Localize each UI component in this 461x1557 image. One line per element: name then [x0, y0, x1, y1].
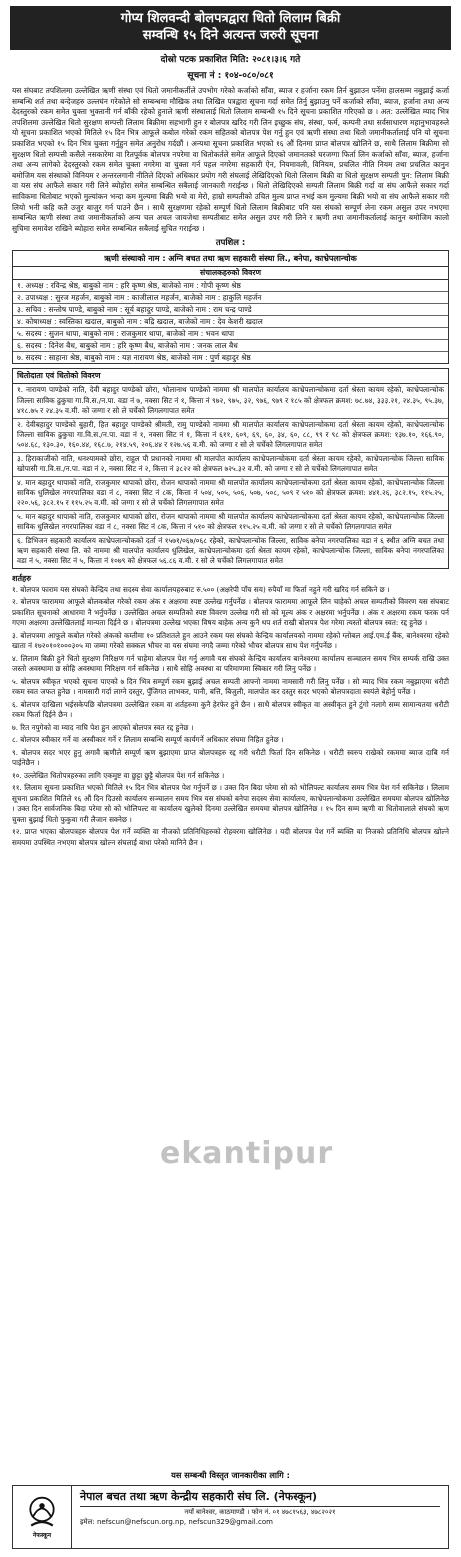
collateral-item: १. नारायण पाण्डेको नाति, देवी बहादुर पाण्डेको छोरा, भोलानाथ पाण्डेको नाममा श्री मालपोत कार्यालय काभ्रेपलान्चोकमा दर्ता श्रेस्ता कायम रहेको, काभ्रेपलान्चोक जिल्ला साविक ढुकुचा गा.वि.स./न.पा. वडा नं ७, नक्सा सिट नं १, कित्ता नं ९७२, ९७५, ३२, ९७६, ९७९ र १८५ को क्षेत्रफल क्रमश: ७८.७४, ३३३.२१, २४.३५, ९५.३७, ४१८.७५ र २४.३५ व.मी. को जग्गा र सो ले चर्चेको लिगलगापात समेत — [13, 384, 448, 418]
org-email[interactable]: इमेल: nefscun@nefscun.org.np, nefscun329@gmail.com — [80, 1518, 273, 1526]
notice-number: सूचना नं : १०४-०८०/०८१ — [187, 71, 274, 81]
term-item: ८. बोलपत्र स्वीकार गर्ने वा अस्वीकार गर्ने र लिलाम सम्बन्धि सम्पूर्ण कार्यगर्ने अधिकार संघमा निहित हुनेछ । — [12, 735, 284, 745]
collateral-box — [12, 368, 449, 569]
publish-date: दोस्रो पटक प्रकाशित मिति: २०८१।३।६ गते — [160, 55, 301, 65]
intro-paragraph: यस संघबाट तपशिलमा उल्लेखित ऋणी संस्था एवं धितो जमानीकर्तीले उपभोग गरेको कर्जाको साँवा, ब्याज र हर्जाना रकम तिर्न बुझाउन पर्नेमा हालसम्म नबुझाई कर्जा सम्बन्धि शर्त तथा बन्देजहरु उल्लघंन गरेकोले सो सम्बन्धमा मौखिक तथा लिखित पत्रद्वारा सूचना गर्दा समेत तिर्नु बुझाउनु पर्ने कर्जाको साँवा, ब्याज, हर्जाना तथा अन्य देदस्तुरको रकम समेत चुक्ता भुक्तानी गर्न बाँकी रहेको हुनाले ऋणी संस्थालाई धितो लिलाम सम्बन्धी १५ दिने सूचना प्रकाशित गरिएको छ । अत: उल्लेखित म्याद भित्र तपशिलमा उल्लेखित धितो सुरक्षण सम्पत्ती लिलाम बिक्रीमा सहभागी हुन र बोलपत्र खरिद गरी लिन इच्छुक संघ, संस्था, फर्म, कम्पनी तथा सर्वसाधारण महानुभावहरुले यो सूचना प्रकाशित भएको मितिले १५ दिन भित्र आफूले कबोल गरेको रकम सहितको बोलपत्र पेश गर्नु हुन एवं ऋणी संस्था तथा धितो जमानीकर्तालाई पनि यो सूचना प्रकाशित भएको १५ दिन भित्र चुक्ता गर्नुहुन समेत अनुरोध गर्दछौं । अन्यथा सूचना प्रकाशित भएको १६ औं दिनमा प्राप्त बोलपत्र खोलिने छ, साथै लिलाम बिक्रीमा सो सुरक्षण धितो सम्पत्ती कसैले नसकारेमा वा रितपूर्वक बोलपत्र नपरेमा वा धितोकर्तले समेत आफूले दिएको जमानतको घरजग्गा फिर्ता लिन कर्जाको साँवा, ब्याज, हर्जाना तथा अन्य लागेको देदस्तुरको रकम समेत चुक्ता नगरेमा वा चुक्ता गर्न पहल नगरेमा सहकारी ऐन, नियमावली, विनियम, प्रचलित नीति नियम तथा प्रचलित कानुन बमोजिम यस संस्थाको विनियम र अन्तरलगानी नीतिले दिएको अधिकार प्रयोग गरी संघलाई लेखिदिएको धितो लिलाम बिक्री वा धितो सुरक्षण सम्पती पुन: लिलाम बिक्री वा यस संघ आफैले सकार गरी लिने ब्योहोरा समेत सम्बन्धित सबैलाई जानकारी गराईन्छ । धितो लेखिदिएको सम्पती लिलाम बिक्री गर्दा वा संघ आफैले सकार गर्दा साविकमा धितोबाट भएको मुल्यांकन भन्दा कम मुल्यमा बिक्री भयो वा मेरो, हाम्रो सम्पतीको उचित मुल्य प्राप्त नभई कम मुल्यमा बिक्री भयो वा संघ आफैले सकार गरी लियो भनी कहि कतै उजुर बाजुर गर्न पाउने छैन । साथै सुरक्षणमा रहेको सम्पूर्ण धितो लिलाम बिक्रीबाट पनि यस संघको सम्पूर्ण लेना रकम असुल उपर नभएमा सम्बन्धित ऋणी संस्था तथा जमानीकर्ताको अन्य चल अचल जायजेथा सम्पतीबाट समेत असुल उपर गरी लिने र ऋणी तथा जमानीकर्तालाई कानुन बमोजिम कालो सुचिमा समावेश राखिने ब्योहारा समेत सम्बन्धित सबैलाई सुचित गराईन्छ । — [12, 86, 449, 233]
org-name: नेपाल बचत तथा ऋण केन्द्रीय सहकारी संघ लि. (नेफस्कून) — [80, 1489, 440, 1507]
notice-title-box — [10, 6, 451, 50]
term-item: ७. रित नपुगेको वा म्याद नाघि पेश हुन आएको बोलपत्र स्वत रद्द हुनेछ । — [12, 722, 194, 732]
footer-details — [72, 1486, 448, 1548]
org-address: नयाँ बानेश्वर, काठमाण्डौ । फोन नं. ०१ ४७८१५६३, ४७८२०२१ — [184, 1508, 336, 1516]
term-item: १. बोलपत्र फाराम यस संघको केन्द्रिय तथा सदस्य सेवा कार्यालयहरुबाट रु.५०० (अक्षरेपी पाँच सय) रुपैयाँ मा फिर्ता नहुने गरी खरिद गर्न सकिने छ । — [12, 584, 390, 594]
officials-title: संचालकहरुको विवरण — [13, 267, 448, 280]
logo-text: नेफस्कून — [32, 1532, 52, 1539]
notice-title-line2: सम्वन्धि १५ दिने अत्यन्त जरुरी सूचना — [142, 28, 319, 43]
term-item: २. बोलपत्र फाराममा आफूले बोलकबोल गरेको रकम अंक र अक्षरमा स्पष्ट उल्लेख गर्नुपर्नेछ । बोलपत्र फाराममा आफूले लिन चाहेको अचल सम्पतीको विवरण यस संघबाट प्रकाशित सूचनाको आधारमा नै भर्नुपर्नेछ । उल्लेखित अचल सम्पतिको स्पष्ट विवरण उल्लेख गरी सो को मूल्य अंक र अक्षरमा भर्नुपर्नेछ । अंक र अक्षरमा रकम फरक पर्न गएमा अक्षरमा उल्लेखितलाई मान्यता दिईने छ । बोलपत्रमा उल्लेख भएका विषय बाहेक अन्य कुनै थप शर्त राखी बोलपत्र पेश गरेमा त्यस्तो बोलपत्र स्वत: रद्द हुनेछ । — [12, 597, 449, 628]
term-item: ३. बोलपत्रमा आफूले कबोल गरेको अंकको कम्तीमा १० प्रतिशतले हुन आउने रकम यस संघको केन्द्रिय कार्यालयको नाममा रहेको ग्लोबल आई.एम.ई बैंक, बानेश्वरमा रहेको खाता नं १७२०१०१०००३०५ मा जम्मा गरेको सक्कल भौचर वा यस संघमा नगदै जम्मा गरेको भौचर बोलपत्र साथ पेश गर्नुपर्नेछ । — [12, 630, 449, 651]
term-item: ४. लिलाम बिक्री हुने धितो सुरक्षण निरिक्षण गर्न चाहेमा बोलपत्र पेश गर्नु अगावै यस संघको केन्द्रिय कार्यालय बानेश्वरमा कार्यालय सञ्चालन समय भित्र सम्पर्क राखि उक्त जस्तो अवस्थामा छ सोहि अवस्थामा निरिक्षण गर्न सकिनेछ । साथै सोहि अवस्था वा परिमाणमा स्विकार गरी लिनु पर्नेछ । — [12, 653, 449, 674]
collateral-item: ६. डिभिजन सहकारी कार्यालय काभ्रेपलान्चोकको दर्ता नं १५७१/०६७/०६८ रहेको, काभ्रेपलान्चोक जिल्ला, साविक बनेपा नगरपालिका वडा नं ६ स्थीत अग्नि बचत तथा ऋण सहकारी संस्था लि. को नाममा श्री मालपोत कार्यालय धुलिखेल, काभ्रेपलान्चोकमा दर्ता श्रेस्ता कायम रहेको, काभ्रेपलान्चोक जिल्ला, साविक बनेपा नगरपालिका वडा नं ५, नक्सा सिट नं ५, कित्ता नं १०७९ को क्षेत्रफल ५६.८६ व.मी. र सो ले चर्चेको लिगलगापात समेत — [17, 535, 444, 566]
term-item: १२. प्राप्त भएका बोलपत्रहरु बोलपत्र पेश गर्ने व्यक्ति वा नीजको प्रतिनिधिहरुको रोहवरमा खोलिनेछ । यदी बोलपत्र पेश गर्ने ब्यक्ति वा निजको प्रतिनिधि बोलपत्र खोल्ने समयमा उपस्थित नभएमा बोलपत्र खोल्न संघलाई बाधा परेको मानिने छैन । — [12, 827, 449, 847]
terms-title: शर्तहरु — [12, 573, 32, 583]
official-row: ७. सदस्य : साहाना श्रेष्ठ, बाबुको नाम : यज्ञ नारायण श्रेष्ठ, बाजेको नाम : पुर्ण बहादुर श्रेष्ठ — [17, 353, 251, 363]
term-item: ११. लिलाम सूचना प्रकाशित भएको मितिले १५ दिन भित्र बोलपत्र पेश गर्नुपर्ने छ । उक्त दिन बिदा परेमा सो को भोलिपल्ट कार्यालय समय भित्र पेश गर्न सकिनेछ । लिलाम सूचना प्रकाशित मितिले १६ औं दिन दिउसो कार्यालय सञ्चालन समय भित्र यस संघको बनेपा सदस्य सेवा कार्यालय, काभ्रेपलान्चोकमा उल्लेखित समयमा बोलपत्र खोलिनेछ । उक्त दिन सार्वजनिक बिदा परेमा सो को भोलिपल्ट वा कार्यालय खुलेको दिनमा उल्लेखित समयमा बोलपत्र खोलिनेछ । १५ दिन सम्म ऋणी वा धितोवालाले संघको ऋण चुक्ता बुझाई धितो फुकुवा गरी लैजान सक्नेछ । — [12, 783, 449, 824]
official-row: ५. सदस्य : सुजन थापा, बाबुको नाम : राजकुमार थापा, बाजेको नाम : भवन थापा — [13, 328, 448, 340]
borrower-name: ऋणी संस्थाको नाम : अग्नि बचत तथा ऋण सहकारी संस्था लि., बनेपा, काभ्रेपलान्चोक — [13, 251, 448, 267]
term-item: ९. बोलपत्र सदर भएर हुनु अगावै ऋणीले सम्पूर्ण ऋण बुझाएमा प्राप्त बोलपत्रहरु रद्द गरी धरौटी फिर्ता दिन सकिनेछ । धरौटी स्वरुप राखेको रकममा ब्याज दाबि गर्न पाईनेछैन । — [12, 747, 449, 768]
term-item: ६. बोलपत्र दाखिला भईसकेपछि बोलपत्रमा उल्लेखित रकम वा शर्तहरुमा कुनै हेरफेर हुने छैन । साथै बोलपत्र स्वीकृत वा अस्वीकृत हुने टुंगो नलागे सम्म सामान्यतया धरौटी रकम फिर्ता दिईने छैन । — [12, 699, 449, 720]
collateral-item: ३. हिराकाजीको नाति, धनश्यामको छोरा, राहुल पौ प्रधानको नाममा श्री मालपोत कार्यालय काभ्रेपलान्चोकमा दर्ता श्रेस्ता कायम रहेको, काभ्रेपलान्चोक जिल्ला साविक खोपासी गा.वि.स./न.पा. वडा नं २, नक्सा सिट नं २, कित्ता नं ३८२२ को क्षेत्रफल ७२५.३२ व.मी. को जग्गा र सो ले चर्चेको लिगलगापात समेत — [13, 453, 448, 477]
collateral-item: ४. मान बहादुर थापाको नाति, राजकुमार थापाको छोरा, रोजन थापाको नाममा श्री मालपोत कार्यालय काभ्रेपलान्चोकमा दर्ता श्रेस्ता कायम रहेको, काभ्रेपलान्चोक जिल्ला साविक धुलिखेल नगरपालिका वडा नं ८, नक्सा सिट नं ८क, कित्ता नं ५०४, ५०५, ५०६, ५०७, ५०८, ५०९ र ५१० को क्षेत्रफल क्रमश: ४४१.२६, ३८२.१५, ११५.२५, २२०.५६, ३८२.१५ र ११५.२५ व.मी. को जग्गा र सो ले चर्चेको लिगलगापात समेत — [13, 477, 448, 511]
official-row: १. अध्यक्ष : रविन्द्र श्रेष्ठ, बाबुको नाम : हरि कृष्ण श्रेष्ठ, बाजेको नाम : गोपी कृष्ण श्रेष्ठ — [13, 280, 448, 292]
term-item: ५. बोलपत्र स्वीकृत भएको सूचना पाएको ७ दिन भित्र सम्पूर्ण रकम बुझाई अचल सम्पती आफ्नो नाममा नामसारी गरी लिनु पर्नेछ । सो म्याद भित्र रकम नबुझाएमा धरौटी रकम स्वत जफत हुनेछ । नामसारी गर्दा लाग्ने दस्तुर, पुँजिगत लाभकर, पानी, बत्ति, बिजुली, मालपोत कर दस्तुर सदर भएको बोलपत्रदाता स्वयंले बेहोर्नु पर्नेछ । — [12, 676, 449, 697]
borrower-box — [12, 250, 449, 364]
nefscun-logo — [13, 1486, 72, 1548]
collateral-item: ५. मान बहादुर थापाको नाति, राजकुमार थापाको छोरा, रोजन थापाको नाममा श्री मालपोत कार्यालय काभ्रेपलान्चोकमा दर्ता श्रेस्ता कायम रहेको, काभ्रेपलान्चोक जिल्ला साविक धुलिखेल नगरपालिका वडा नं ८, नक्सा सिट नं ८क, कित्ता नं ५१० को क्षेत्रफल ११५.२५ व.मी. को जग्गा र सो ले चर्चेको लिगलगापात समेत — [13, 511, 448, 535]
official-row: ३. सचिव : सन्तोष पाण्डे, बाबुको नाम : सूर्य बहादुर पाण्डे, बाजेको नाम : राम चन्द्र पाण्डे — [13, 304, 448, 316]
collateral-item: २. देवीबहादुर पाण्डेको बुहारी, हित बहादुर पाण्डेको श्रीमती, रामु पाण्डेको नाममा श्री मालपोत कार्यालय काभ्रेपलान्चोकमा दर्ता श्रेस्ता कायम रहेको, काभ्रेपलान्चोक जिल्ला साविक ढुकुचा गा.वि.स./न.पा. वडा नं १, नक्सा सिट नं १, कित्ता नं ६११, ६०९, ६९, ६०, ३४, ६०, ८८, ९९ र ९८ को क्षेत्रफल क्रमश: १३७.१०, १६६.९०, ५०४.६८, १३०.३०, १६०.४४, १६८.७, २१४.५९, २०६.४४ र १२७.५६ व.मी. को जग्गा र सो ले चर्चेको लिगलगापात समेत — [13, 419, 448, 453]
logo-icon — [24, 1495, 60, 1531]
footer-label: यस सम्बन्धी विस्तृत जानकारीका लागि : — [171, 1470, 290, 1480]
footer-box — [12, 1485, 449, 1549]
term-item: १०. उल्लेखित धितोपत्रहरुका लागि एकमुष्ट वा छुट्टा छुट्टै बोलपत्र पेश गर्न सकिनेछ । — [12, 770, 225, 780]
terms-list — [6, 585, 455, 849]
watermark: ekantipur — [160, 1136, 334, 1171]
notice-title-line1: गोप्य शिलवन्दी बोलपत्रद्वारा धितो लिलाम बिक्री — [120, 11, 341, 26]
official-row: ६. सदस्य : दिनेश बैध, बाबुको नाम : हरि कृष्ण बैध, बाजेको नाम : जनक लाल बैध — [13, 340, 448, 352]
details-label: तपशिल : — [215, 237, 246, 248]
official-row: ४. कोषाध्यक्ष : स्वस्तिका खदाल, बाबुको नाम : बद्रि खदाल, बाजेको नाम : देव केशरी खदाल — [13, 316, 448, 328]
collateral-title: धितोदाता एवं धितोको विवरण — [13, 369, 448, 384]
officials-list — [13, 280, 448, 363]
official-row: २. उपाध्यक्ष : सुरज महर्जन, बाबुको नाम : काजीलाल महर्जन, बाजेको नाम : हाकुलि महर्जन — [13, 292, 448, 304]
